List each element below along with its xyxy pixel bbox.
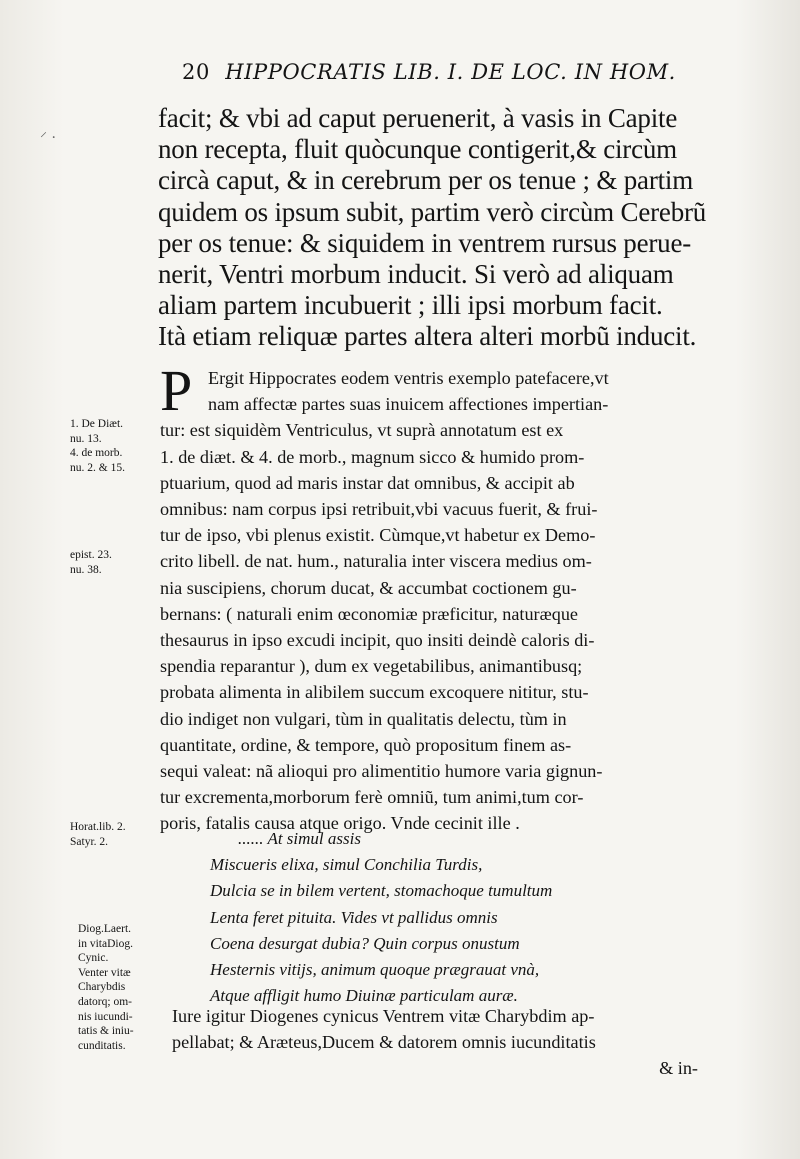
main-text-line: nerit, Ventri morbum inducit. Si verò ad aliquam: [158, 259, 674, 290]
margin-note-horat: [70, 820, 126, 849]
commentary-line: tur de ipso, vbi plenus existit. Cùmque,vt habetur ex Demo-: [160, 525, 596, 546]
main-text-line: non recepta, fluit quòcunque contigerit,& circùm: [158, 134, 677, 165]
closing-line: Iure igitur Diogenes cynicus Ventrem vitæ Charybdim ap-: [172, 1006, 595, 1026]
verse-line: ...... At simul assis: [238, 829, 361, 848]
commentary-line: quantitate, ordine, & tempore, quò propositum finem as-: [160, 734, 572, 755]
commentary-line: sequi valeat: nã alioqui pro alimentitio humore varia gignun-: [160, 761, 603, 782]
commentary-line: tur excrementa,morborum ferè omniũ, tum animi,tum cor-: [160, 787, 584, 808]
margin-note-diaet: [70, 417, 125, 475]
commentary-line: probata alimenta in alibilem succum excoquere nititur, stu-: [160, 682, 589, 703]
commentary-line: bernans: ( naturali enim œconomiæ præficitur, naturæque: [160, 603, 578, 624]
margin-note-line: 4. de morb.: [70, 447, 123, 460]
margin-note-line: nu. 38.: [70, 563, 102, 576]
main-text-block: [158, 103, 718, 353]
margin-note-line: Charybdis: [78, 981, 126, 994]
margin-note-line: Venter vitæ: [78, 966, 131, 979]
margin-mark: ⸍ ·: [40, 130, 56, 146]
verse-line: Miscueris elixa, simul Conchilia Turdis,: [210, 855, 483, 875]
commentary-line: tur: est siquidèm Ventriculus, vt suprà annotatum est ex: [160, 420, 564, 441]
commentary-line: ptuarium, quod ad maris instar dat omnibus, & accipit ab: [160, 472, 575, 493]
margin-note-line: tatis & iniu-: [78, 1025, 134, 1038]
verse-line: Hesternis vitijs, animum quoque prægrauat vnà,: [210, 960, 540, 980]
commentary-line: 1. de diæt. & 4. de morb., magnum sicco & humido prom-: [160, 446, 585, 467]
main-text-line: aliam partem incubuerit ; illi ipsi morbum facit.: [158, 290, 663, 321]
margin-note-line: nu. 2. & 15.: [70, 461, 125, 474]
margin-note-epist: [70, 548, 112, 577]
margin-note-line: datorq; om-: [78, 995, 132, 1008]
main-text-line: circà caput, & in cerebrum per os tenue ; & partim: [158, 165, 694, 196]
margin-note-line: 1. De Diæt.: [70, 418, 124, 430]
margin-note-line: Horat.lib. 2.: [70, 821, 126, 833]
main-text-line: facit; & vbi ad caput peruenerit, à vasis in Capite: [158, 103, 678, 133]
main-text-line: per os tenue: & siquidem in ventrem rursus perue-: [158, 227, 692, 258]
main-text-line: quidem os ipsum subit, partim verò circùm Cerebrũ: [158, 196, 707, 227]
margin-note-line: in vitaDiog.: [78, 937, 133, 950]
commentary-line: Ergit Hippocrates eodem ventris exemplo patefacere,vt: [208, 368, 609, 388]
commentary-line: poris, fatalis causa atque origo. Vnde cecinit ille .: [160, 813, 520, 834]
margin-note-diog: [78, 922, 134, 1053]
verse-line: Dulcia se in bilem vertent, stomachoque tumultum: [210, 881, 553, 901]
commentary-line: nam affectæ partes suas inuicem affectiones impertian-: [208, 394, 609, 415]
commentary-line: spendia reparantur ), dum ex vegetabilibus, animantibusq;: [160, 656, 583, 677]
closing-text: [172, 1003, 732, 1081]
page-number: 20: [182, 60, 210, 84]
margin-note-line: cunditatis.: [78, 1039, 126, 1052]
margin-note-line: Cynic.: [78, 952, 109, 965]
catchword: & in-: [659, 1058, 698, 1078]
verse-line: Coena desurgat dubia? Quin corpus onustum: [210, 933, 520, 953]
verse-line: Atque affligit humo Diuinæ particulam auræ.: [210, 986, 518, 1006]
margin-note-line: nu. 13.: [70, 432, 102, 445]
closing-line: pellabat; & Aræteus,Ducem & datorem omnis iucunditatis: [172, 1032, 596, 1052]
running-header: [182, 60, 702, 84]
margin-note-line: Diog.Laert.: [78, 923, 132, 935]
commentary-line: nia suscipiens, chorum ducat, & accumbat coctionem gu-: [160, 577, 577, 598]
main-text-line: Ità etiam reliquæ partes altera alteri morbũ inducit.: [158, 321, 697, 352]
commentary-line: omnibus: nam corpus ipsi retribuit,vbi vacuus fuerit, & frui-: [160, 499, 598, 520]
drop-cap: P: [160, 358, 193, 423]
commentary-line: dio indiget non vulgari, tùm in qualitatis delectu, tùm in: [160, 708, 567, 729]
verse-line: Lenta feret pituita. Vides vt pallidus omnis: [210, 907, 498, 927]
margin-note-line: nis iucundi-: [78, 1010, 133, 1023]
verse-quotation: [210, 826, 710, 1009]
margin-note-line: Satyr. 2.: [70, 835, 109, 848]
commentary-line: crito libell. de nat. hum., naturalia inter viscera medius om-: [160, 551, 592, 572]
margin-note-line: epist. 23.: [70, 549, 112, 561]
commentary-block: [160, 365, 730, 837]
running-title: HIPPOCRATIS LIB. I. DE LOC. IN HOM.: [225, 60, 676, 84]
commentary-line: thesaurus in ipso excudi incipit, quo insiti deindè caloris di-: [160, 630, 595, 651]
